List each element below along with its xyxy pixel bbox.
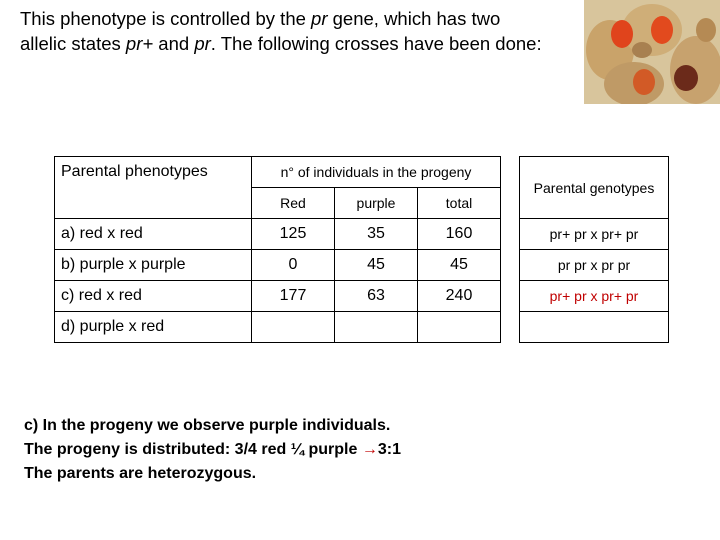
subheader-total: total <box>418 188 501 219</box>
cross-label: b) purple x purple <box>55 250 252 281</box>
table-header-row <box>55 157 669 188</box>
table-row <box>55 250 669 281</box>
conclusion-line-3: The parents are heterozygous. <box>24 465 257 482</box>
gene-name: pr <box>311 8 328 29</box>
header-progeny-count: n° of individuals in the progeny <box>252 157 501 188</box>
count-red <box>252 312 335 343</box>
spacer <box>501 250 520 281</box>
conclusion-line-1: c) In the progeny we observe purple individuals. <box>24 417 391 434</box>
cross-results-table <box>54 156 669 343</box>
intro-text-part: allelic states <box>20 33 126 54</box>
table-row <box>55 219 669 250</box>
intro-line-2 <box>20 31 580 56</box>
drosophila-eyes-photo <box>584 0 720 104</box>
ratio-value: 3:1 <box>377 441 401 458</box>
conclusion-text <box>24 414 544 486</box>
right-arrow-icon: → <box>361 441 378 458</box>
intro-text-part: This phenotype is controlled by the <box>20 8 312 29</box>
allele-recessive: pr <box>194 33 211 54</box>
count-total: 45 <box>418 250 501 281</box>
spacer <box>501 188 520 219</box>
intro-text <box>20 6 580 56</box>
conclusion-text-part: The progeny is distributed: 3/4 red ¼ purple <box>24 441 362 458</box>
intro-text-part: and <box>153 33 195 54</box>
cross-label: a) red x red <box>55 219 252 250</box>
subheader-red: Red <box>252 188 335 219</box>
spacer <box>501 312 520 343</box>
intro-text-part: gene, which has two <box>327 8 501 29</box>
intro-text-part: . The following crosses have been done: <box>210 33 542 54</box>
count-red: 0 <box>252 250 335 281</box>
table-row <box>55 281 669 312</box>
count-total <box>418 312 501 343</box>
allele-dominant: pr+ <box>125 33 154 54</box>
count-purple: 45 <box>335 250 418 281</box>
count-total: 160 <box>418 219 501 250</box>
subheader-purple: purple <box>335 188 418 219</box>
count-purple: 63 <box>335 281 418 312</box>
header-blank <box>55 188 252 219</box>
fly-eye-illustration <box>584 0 720 104</box>
spacer <box>501 219 520 250</box>
table-row <box>55 312 669 343</box>
count-total: 240 <box>418 281 501 312</box>
count-red: 125 <box>252 219 335 250</box>
cross-label: d) purple x red <box>55 312 252 343</box>
count-red: 177 <box>252 281 335 312</box>
header-parental-genotypes: Parental genotypes <box>520 157 669 219</box>
parental-genotype: pr+ pr x pr+ pr <box>520 281 669 312</box>
header-parental-phenotypes: Parental phenotypes <box>55 157 252 188</box>
cross-label: c) red x red <box>55 281 252 312</box>
intro-line-1 <box>20 6 580 31</box>
count-purple <box>335 312 418 343</box>
parental-genotype: pr pr x pr pr <box>520 250 669 281</box>
spacer <box>501 157 520 188</box>
parental-genotype: pr+ pr x pr+ pr <box>520 219 669 250</box>
spacer <box>501 281 520 312</box>
conclusion-line-2 <box>24 438 544 462</box>
count-purple: 35 <box>335 219 418 250</box>
parental-genotype <box>520 312 669 343</box>
